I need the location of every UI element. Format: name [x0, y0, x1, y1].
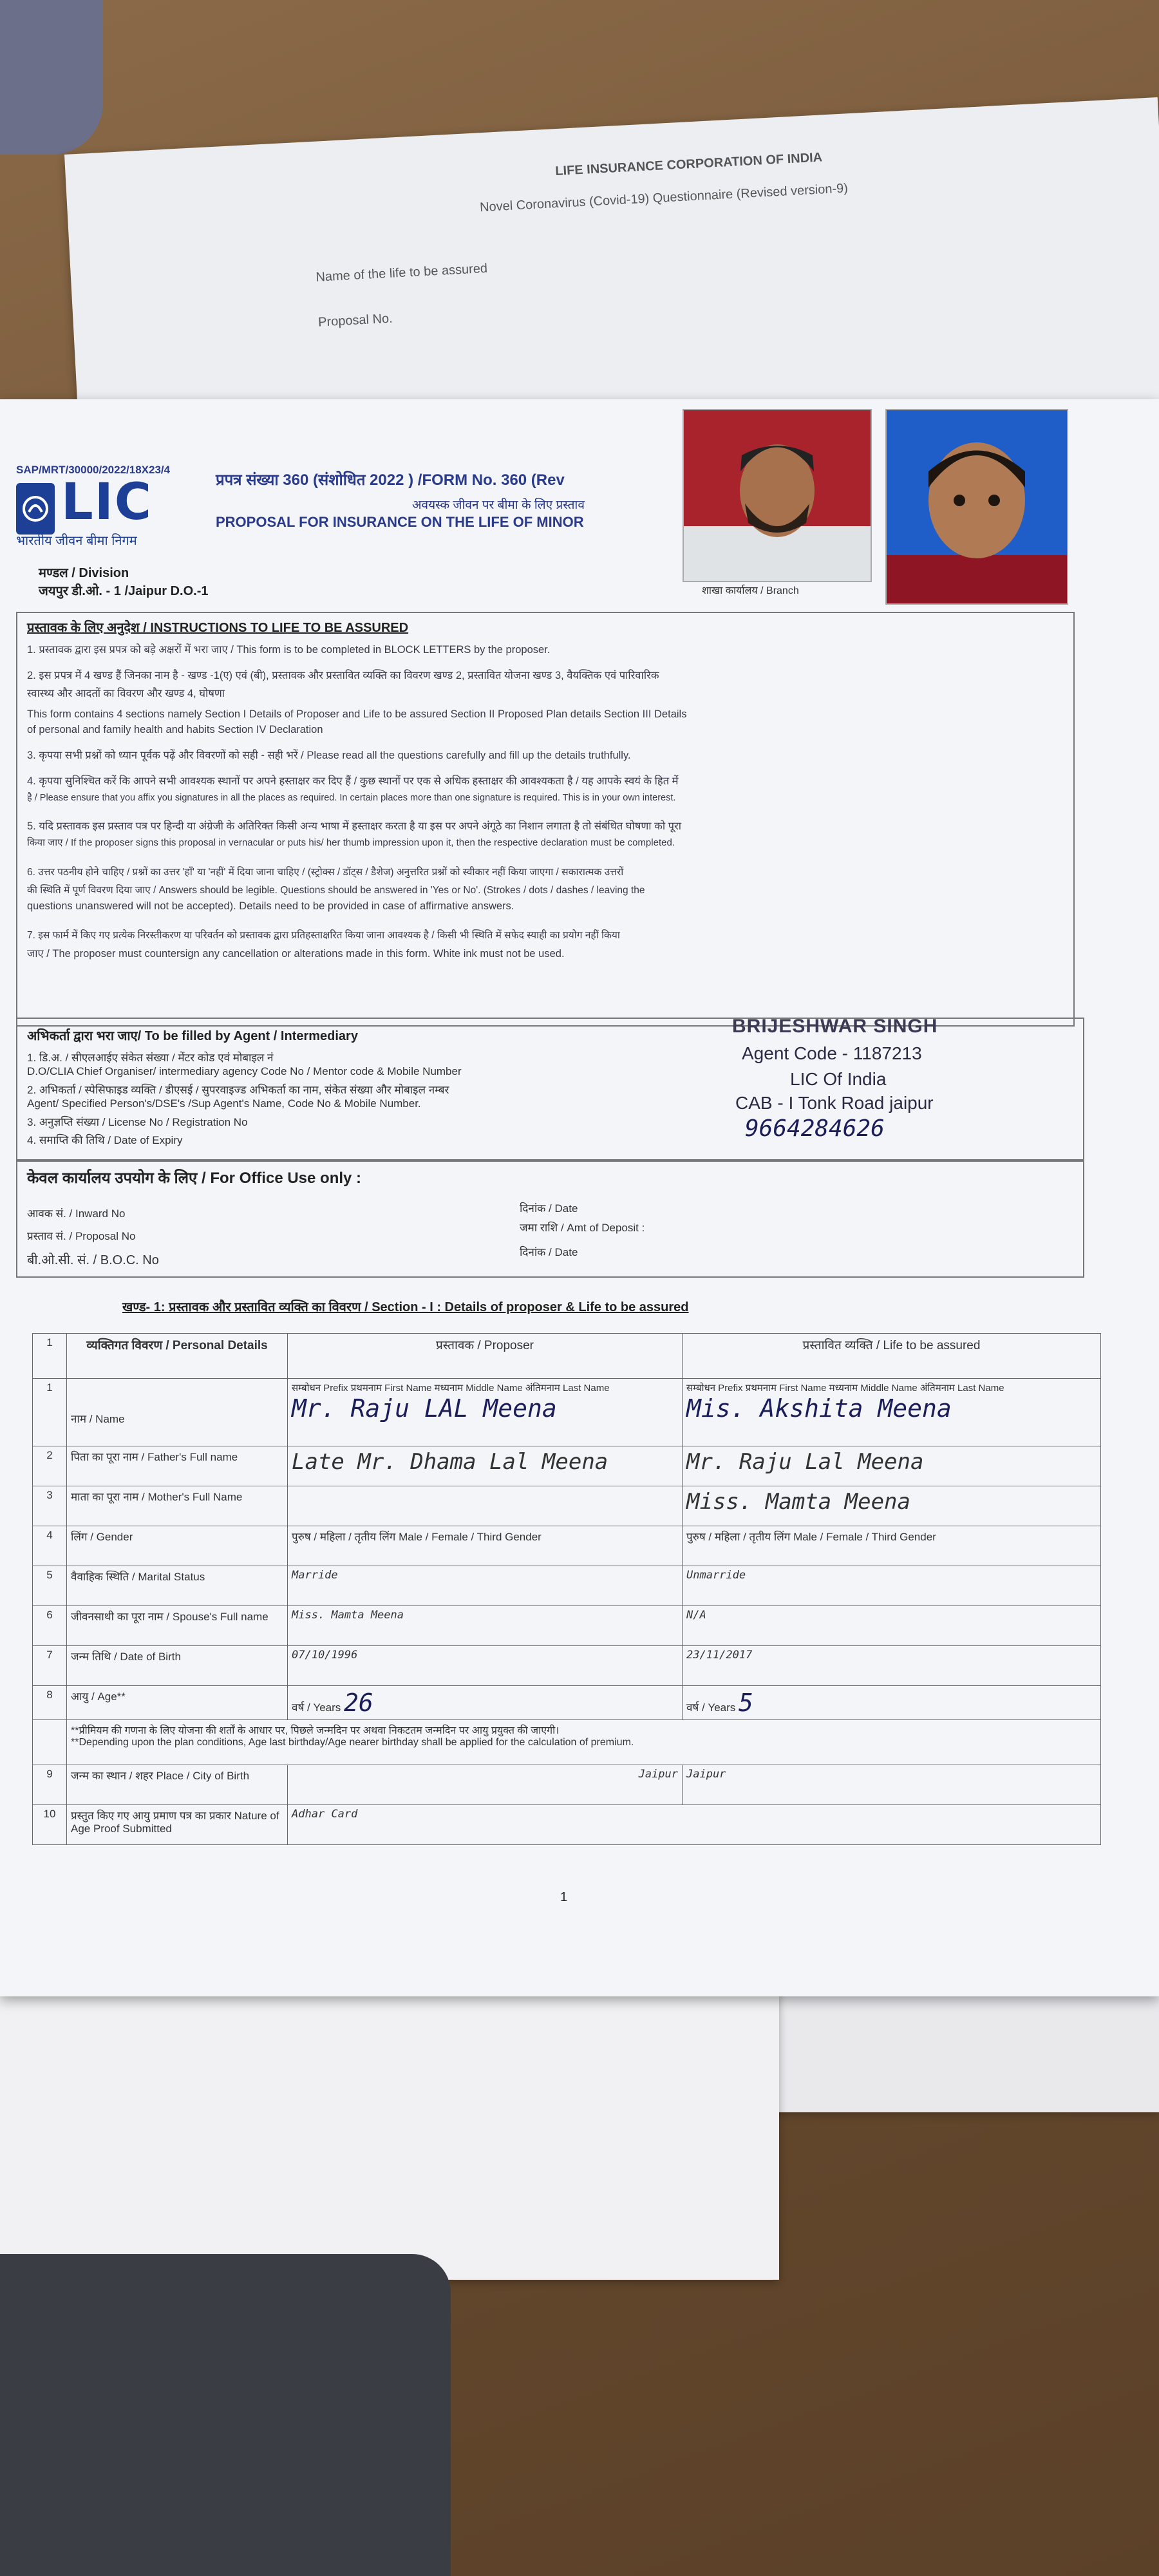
agent-line: 3. अनुज्ञप्ति संख्या / License No / Registration No: [27, 1116, 248, 1128]
years-label: वर्ष / Years: [292, 1701, 341, 1714]
back-line3: Proposal No.: [317, 311, 393, 330]
row-label: माता का पूरा नाम / Mother's Full Name: [67, 1486, 288, 1526]
row-number: 9: [33, 1765, 67, 1805]
table-cell: [33, 1720, 67, 1765]
row-label: जन्म का स्थान / शहर Place / City of Birth: [67, 1765, 288, 1805]
row-label: वैवाहिक स्थिति / Marital Status: [67, 1566, 288, 1606]
age-note: [67, 1720, 1101, 1765]
lic-logo-text: LIC: [61, 473, 153, 531]
instruction-line: 2. इस प्रपत्र में 4 खण्ड हैं जिनका नाम है - खण्ड -1(ए) एवं (बी), प्रस्तावक और प्रस्तावित व्यक्ति का विवरण खण्ड 2, प्रस्तावित योजना खण्ड 3, वैयक्तिक एवं पारिवारिक: [27, 670, 659, 681]
life-age[interactable]: 5: [739, 1689, 753, 1717]
boc-no: बी.ओ.सी. सं. / B.O.C. No: [27, 1253, 159, 1267]
form-title-hi: अवयस्क जीवन पर बीमा के लिए प्रस्ताव: [412, 498, 585, 512]
instruction-line: 4. कृपया सुनिश्चित करें कि आपने सभी आवश्यक स्थानों पर अपने हस्ताक्षर कर दिए हैं / कुछ स्थानों पर एक से अधिक हस्ताक्षर की आवश्यकता है / यह आपके स्वयं के हित में: [27, 775, 679, 787]
child-photo: [885, 409, 1068, 605]
row-number: 8: [33, 1686, 67, 1720]
cloth: [0, 2254, 451, 2576]
lic-logo-sub: भारतीय जीवन बीमा निगम: [16, 534, 137, 548]
row-label: नाम / Name: [67, 1379, 288, 1446]
col-personal: व्यक्तिगत विवरण / Personal Details: [67, 1334, 288, 1379]
row-number: 7: [33, 1646, 67, 1686]
proposer-birthplace[interactable]: Jaipur: [288, 1765, 683, 1805]
col-proposer: प्रस्तावक / Proposer: [288, 1334, 683, 1379]
agent-heading: अभिकर्ता द्वारा भरा जाए/ To be filled by Agent / Intermediary: [27, 1029, 358, 1043]
life-spouse[interactable]: N/A: [683, 1606, 1101, 1646]
proposer-gender[interactable]: पुरुष / महिला / तृतीय लिंग Male / Female / Third Gender: [288, 1526, 683, 1566]
deposit-amount: जमा राशि / Amt of Deposit :: [520, 1222, 645, 1234]
row-label: जीवनसाथी का पूरा नाम / Spouse's Full name: [67, 1606, 288, 1646]
proposer-age[interactable]: 26: [344, 1689, 373, 1717]
agent-stamp-name: BRIJESHWAR SINGH: [732, 1016, 938, 1037]
life-mother[interactable]: Miss. Mamta Meena: [683, 1486, 1101, 1526]
life-marital[interactable]: Unmarride: [683, 1566, 1101, 1606]
name-subheads: सम्बोधन Prefix प्रथमनाम First Name मध्यनाम Middle Name अंतिमनाम Last Name: [292, 1383, 610, 1394]
row-label: लिंग / Gender: [67, 1526, 288, 1566]
back-line1: Novel Coronavirus (Covid-19) Questionnaire (Revised version-9): [479, 181, 849, 215]
division-value: जयपुर डी.ओ. - 1 /Jaipur D.O.-1: [39, 584, 209, 598]
instruction-line: जाए / The proposer must countersign any cancellation or alterations made in this form. White ink must not be used.: [27, 948, 565, 960]
agent-line: Agent/ Specified Person's/DSE's /Sup Agent's Name, Code No & Mobile Number.: [27, 1097, 421, 1110]
proposer-father[interactable]: Late Mr. Dhama Lal Meena: [288, 1446, 683, 1486]
division-label: मण्डल / Division: [39, 566, 129, 580]
back-title: LIFE INSURANCE CORPORATION OF INDIA: [554, 150, 823, 179]
instruction-line: किया जाए / If the proposer signs this proposal in vernacular or puts his/ her thumb impression upon it, then the respective declaration must be completed.: [27, 837, 675, 848]
life-name[interactable]: Mis. Akshita Meena: [686, 1394, 952, 1423]
agent-box: [16, 1018, 1084, 1162]
life-dob[interactable]: 23/11/2017: [683, 1646, 1101, 1686]
proposer-dob[interactable]: 07/10/1996: [288, 1646, 683, 1686]
years-label: वर्ष / Years: [686, 1701, 736, 1714]
inward-no: आवक सं. / Inward No: [27, 1208, 126, 1220]
form-title-en: PROPOSAL FOR INSURANCE ON THE LIFE OF MINOR: [216, 514, 584, 530]
instruction-line: है / Please ensure that you affix you signatures in all the places as required. In certain places more than one signature is required. This is in your own interest.: [27, 793, 676, 803]
row-label: पिता का पूरा नाम / Father's Full name: [67, 1446, 288, 1486]
row-number: 6: [33, 1606, 67, 1646]
agent-line: D.O/CLIA Chief Organiser/ intermediary agency Code No / Mentor code & Mobile Number: [27, 1065, 462, 1077]
date-2: दिनांक / Date: [520, 1246, 578, 1258]
instruction-line: 3. कृपया सभी प्रश्नों को ध्यान पूर्वक पढ़ें और विवरणों को सही - सही भरें / Please read all the questions carefully and fill up the details truthfully.: [27, 750, 631, 761]
agent-stamp-branch: CAB - I Tonk Road jaipur: [735, 1093, 934, 1113]
office-box: [16, 1159, 1084, 1278]
proposer-name[interactable]: Mr. Raju LAL Meena: [292, 1394, 557, 1423]
date-1: दिनांक / Date: [520, 1202, 578, 1215]
agent-stamp-org: LIC Of India: [790, 1069, 887, 1089]
proposer-marital[interactable]: Marride: [288, 1566, 683, 1606]
photo-caption: शाखा कार्यालय / Branch: [702, 585, 799, 596]
instruction-line: 5. यदि प्रस्तावक इस प्रस्ताव पत्र पर हिन्दी या अंग्रेजी के अतिरिक्त किसी अन्य भाषा में हस्ताक्षर करता है या इस पर अपने अंगूठे का निशान लगाता है तो संबंधित घोषणा को पूरा: [27, 820, 682, 832]
age-note-en: **Depending upon the plan conditions, Age last birthday/Age nearer birthday shall be applied for the calculation of premium.: [71, 1737, 634, 1748]
cloth-top: [0, 0, 103, 155]
lic-emblem-icon: [16, 483, 55, 535]
agent-line: 4. समाप्ति की तिथि / Date of Expiry: [27, 1134, 183, 1146]
row-number: 5: [33, 1566, 67, 1606]
life-age-cell: [683, 1686, 1101, 1720]
proposal-no: प्रस्ताव सं. / Proposal No: [27, 1230, 136, 1242]
age-proof[interactable]: Adhar Card: [288, 1805, 1101, 1845]
row-number: 4: [33, 1526, 67, 1566]
row-label: प्रस्तुत किए गए आयु प्रमाण पत्र का प्रकार Nature of Age Proof Submitted: [67, 1805, 288, 1845]
table-cell: 1: [33, 1334, 67, 1379]
instruction-line: of personal and family health and habits Section IV Declaration: [27, 724, 323, 735]
agent-line: 1. डि.अ. / सीएलआईए संकेत संख्या / मेंटर कोड एवं मोबाइल नं: [27, 1052, 274, 1064]
back-line2: Name of the life to be assured: [315, 261, 488, 285]
instruction-line: की स्थिति में पूर्ण विवरण दिया जाए / Answers should be legible. Questions should be answered in 'Yes or No'. (Strokes / dots / dashes / leaving the: [27, 885, 645, 896]
life-father[interactable]: Mr. Raju Lal Meena: [683, 1446, 1101, 1486]
life-birthplace[interactable]: Jaipur: [683, 1765, 1101, 1805]
instruction-line: 1. प्रस्तावक द्वारा इस प्रपत्र को बड़े अक्षरों में भरा जाए / This form is to be completed in BLOCK LETTERS by the proposer.: [27, 644, 551, 656]
col-life: प्रस्तावित व्यक्ति / Life to be assured: [683, 1334, 1101, 1379]
proposer-spouse[interactable]: Miss. Mamta Meena: [288, 1606, 683, 1646]
row-number: 1: [33, 1379, 67, 1446]
life-gender[interactable]: पुरुष / महिला / तृतीय लिंग Male / Female / Third Gender: [683, 1526, 1101, 1566]
row-number: 3: [33, 1486, 67, 1526]
instruction-line: 7. इस फार्म में किए गए प्रत्येक निरस्तीकरण या परिवर्तन को प्रस्तावक द्वारा प्रतिहस्ताक्षरित किया जाना आवश्यक है / किसी भी स्थिति में सफेद स्याही का प्रयोग नहीं किया: [27, 930, 620, 941]
age-note-hi: **प्रीमियम की गणना के लिए योजना की शर्तों के आधार पर, पिछले जन्मदिन पर अथवा निकटतम जन्मदिन पर आयु प्रयुक्त की जाएगी।: [71, 1725, 560, 1736]
row-label: जन्म तिथि / Date of Birth: [67, 1646, 288, 1686]
instructions-heading: प्रस्तावक के लिए अनुदेश / INSTRUCTIONS TO LIFE TO BE ASSURED: [27, 621, 409, 635]
personal-details-table: [32, 1333, 1101, 1845]
instruction-line: This form contains 4 sections namely Section I Details of Proposer and Life to be assured Section II Proposed Plan details Section III Details: [27, 708, 687, 720]
proposer-mother[interactable]: [288, 1486, 683, 1526]
instruction-line: questions unanswered will not be accepted). Details need to be provided in case of affirmative answers.: [27, 900, 514, 912]
section1-heading: खण्ड- 1: प्रस्तावक और प्रस्तावित व्यक्ति का विवरण / Section - I : Details of proposer & Life to be assured: [122, 1300, 689, 1314]
form-code: SAP/MRT/30000/2022/18X23/4: [16, 464, 171, 476]
instructions-box: [16, 612, 1075, 1027]
instruction-line: 6. उत्तर पठनीय होने चाहिए / प्रश्नों का उत्तर 'हाँ' या 'नहीं' में दिया जाना चाहिए / (स्ट्रोक्स / डॉट्स / डैशेज) अनुत्तरित प्रश्नों को स्वीकार नहीं किया जाएगा / सकारात्मक उत्तरों: [27, 867, 624, 878]
proposal-form: [0, 399, 1159, 1996]
proposer-photo: [683, 409, 872, 582]
life-name-cell: [683, 1379, 1101, 1446]
office-heading: केवल कार्यालय उपयोग के लिए / For Office Use only :: [27, 1170, 362, 1187]
agent-stamp-code: Agent Code - 1187213: [742, 1043, 922, 1063]
page-number: 1: [560, 1890, 568, 1904]
proposer-name-cell: [288, 1379, 683, 1446]
row-label: आयु / Age**: [67, 1686, 288, 1720]
instruction-line: स्वास्थ्य और आदतों का विवरण और खण्ड 4, घोषणा: [27, 688, 225, 699]
name-subheads: सम्बोधन Prefix प्रथमनाम First Name मध्यनाम Middle Name अंतिमनाम Last Name: [686, 1383, 1004, 1394]
proposer-age-cell: [288, 1686, 683, 1720]
form-number: प्रपत्र संख्या 360 (संशोधित 2022 ) /FORM No. 360 (Rev: [216, 471, 565, 489]
row-number: 10: [33, 1805, 67, 1845]
row-number: 2: [33, 1446, 67, 1486]
agent-line: 2. अभिकर्ता / स्पेसिफाइड व्यक्ति / डीएसई / सुपरवाइज्ड अभिकर्ता का नाम, संकेत संख्या और मोबाइल नम्बर: [27, 1084, 449, 1096]
agent-mobile: 9664284626: [745, 1115, 885, 1142]
